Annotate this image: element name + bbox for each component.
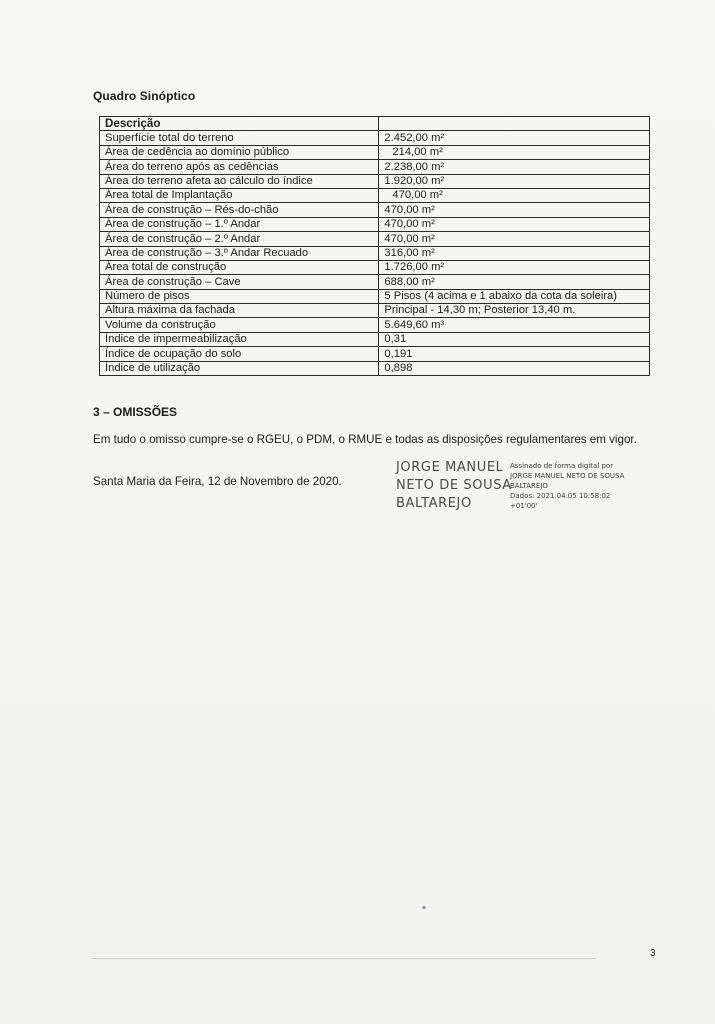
row-label: Índice de ocupação do solo (100, 347, 379, 361)
signature-name-line: BALTAREJO (396, 496, 472, 511)
table-row (100, 174, 650, 188)
digital-signature-details (510, 461, 624, 511)
row-label: Área do terreno afeta ao cálculo do índice (100, 174, 379, 188)
table-row (100, 232, 650, 246)
row-label: Índice de impermeabilização (100, 332, 379, 346)
footer-divider (91, 958, 596, 959)
row-label: Superfície total do terreno (100, 131, 379, 145)
table-header-empty (379, 117, 650, 131)
section-title: Quadro Sinóptico (93, 89, 196, 103)
row-value: 1.726,00 m² (379, 260, 650, 274)
scan-speck (422, 906, 426, 909)
table-row (100, 332, 650, 346)
omissoes-paragraph: Em tudo o omisso cumpre-se o RGEU, o PDM, o RMUE e todas as disposições regulamentares em vigor. (93, 433, 637, 446)
table-row (100, 203, 650, 217)
table-row (100, 304, 650, 318)
row-value: 0,898 (379, 361, 650, 375)
signature-meta-line: BALTAREJO (510, 482, 548, 490)
page-number: 3 (650, 948, 656, 959)
row-label: Área de construção – 1.º Andar (100, 217, 379, 231)
table-header-description: Descrição (100, 117, 379, 131)
row-value: 1.920,00 m² (379, 174, 650, 188)
row-label: Área de construção – Cave (100, 275, 379, 289)
table-row (100, 289, 650, 303)
signature-name-line: NETO DE SOUSA (396, 478, 512, 493)
signature-meta-line: Dados: 2021.04.05 10:58:02 (510, 492, 611, 500)
table-row (100, 145, 650, 159)
table-row (100, 260, 650, 274)
signature-name-line: JORGE MANUEL (396, 460, 504, 475)
row-value: 214,00 m² (379, 145, 650, 159)
omissoes-heading: 3 – OMISSÕES (93, 405, 178, 419)
table-row (100, 275, 650, 289)
row-value: Principal - 14,30 m; Posterior 13,40 m. (379, 304, 650, 318)
table-header-row (100, 117, 650, 131)
signature-meta-line: JORGE MANUEL NETO DE SOUSA (510, 472, 625, 480)
row-label: Área de cedência ao domínio público (100, 145, 379, 159)
table-row (100, 361, 650, 375)
row-label: Área de construção – 2.º Andar (100, 232, 379, 246)
table-row (100, 246, 650, 260)
row-value: 5.649,60 m³ (379, 318, 650, 332)
table-row (100, 217, 650, 231)
row-value: 2.452,00 m² (379, 131, 650, 145)
row-value: 470,00 m² (379, 188, 650, 202)
row-label: Área de construção – Rés-do-chão (100, 203, 379, 217)
row-label: Índice de utilização (100, 361, 379, 375)
table-row (100, 131, 650, 145)
row-value: 316,00 m² (379, 246, 650, 260)
signature-meta-line: +01'00' (510, 502, 538, 510)
table-row (100, 160, 650, 174)
row-label: Número de pisos (100, 289, 379, 303)
synoptic-table (99, 116, 650, 376)
row-value: 470,00 m² (379, 203, 650, 217)
row-label: Área do terreno após as cedências (100, 160, 379, 174)
row-label: Área total de Implantação (100, 188, 379, 202)
row-value: 470,00 m² (379, 232, 650, 246)
row-value: 688,00 m² (379, 275, 650, 289)
row-label: Área de construção – 3.º Andar Recuado (100, 246, 379, 260)
row-value: 5 Pisos (4 acima e 1 abaixo da cota da soleira) (379, 289, 650, 303)
row-value: 2.238,00 m² (379, 160, 650, 174)
table-row (100, 188, 650, 202)
row-label: Volume da construção (100, 318, 379, 332)
row-label: Altura máxima da fachada (100, 304, 379, 318)
place-date: Santa Maria da Feira, 12 de Novembro de 2020. (93, 475, 342, 488)
table-row (100, 347, 650, 361)
row-value: 470,00 m² (379, 217, 650, 231)
row-label: Área total de construção (100, 260, 379, 274)
row-value: 0,191 (379, 347, 650, 361)
signature-meta-line: Assinado de forma digital por (510, 462, 614, 470)
row-value: 0,31 (379, 332, 650, 346)
digital-signature-name (396, 459, 512, 513)
table-body (100, 131, 650, 376)
table-row (100, 318, 650, 332)
